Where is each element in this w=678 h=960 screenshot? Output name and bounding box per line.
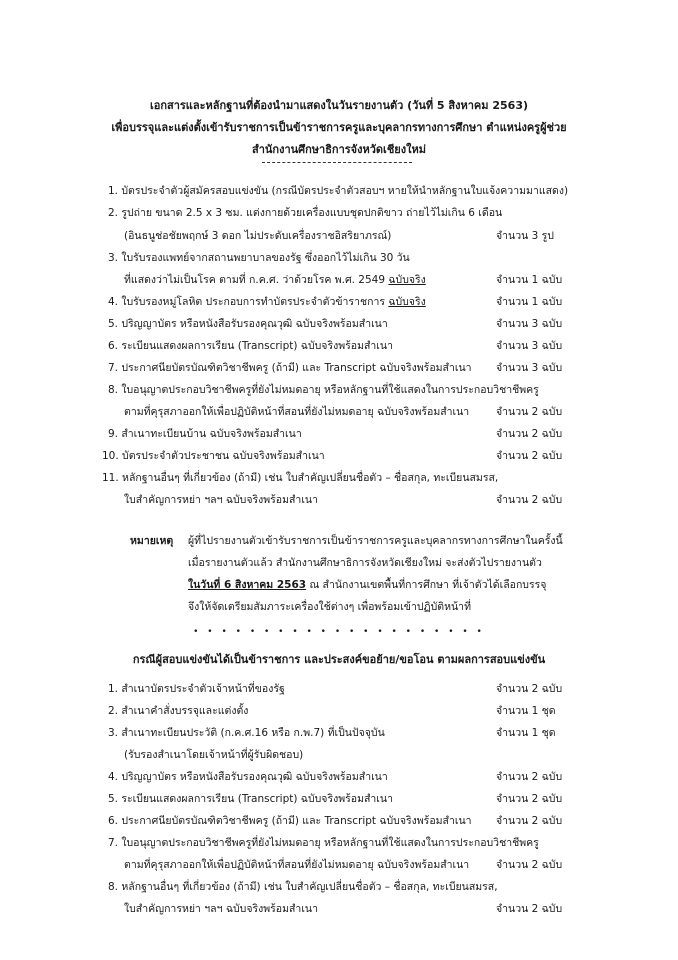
s2-item-2-qty: จำนวน 1 ชุด (496, 705, 556, 717)
s2-item-3: 3. สำเนาทะเบียนประวัติ (ก.ค.ศ.16 หรือ ก.พ.7) ที่เป็นปัจจุบัน (108, 727, 385, 739)
s1-item-4: 4. ใบรับรองหมู่โลหิต ประกอบการทำบัตรประจำตัวข้าราชการ ฉบับจริง (108, 296, 426, 308)
note-label: หมายเหตุ (130, 535, 174, 547)
s1-item-6-qty: จำนวน 3 ฉบับ (496, 340, 563, 352)
s1-item-3: 3. ใบรับรองแพทย์จากสถานพยาบาลของรัฐ ซึ่งออกไว้ไม่เกิน 30 วัน (108, 252, 410, 264)
note-line-1: ผู้ที่ไปรายงานตัวเข้ารับราชการเป็นข้าราชการครูและบุคลากรทางการศึกษาในครั้งนี้ (188, 535, 563, 547)
s1-item-7-qty: จำนวน 3 ฉบับ (496, 362, 563, 374)
s1-item-11-cont: ใบสำคัญการหย่า ฯลฯ ฉบับจริงพร้อมสำเนา (124, 494, 318, 506)
title-line-3: สำนักงานศึกษาธิการจังหวัดเชียงใหม่ (252, 143, 426, 156)
s1-item-5: 5. ปริญญาบัตร หรือหนังสือรับรองคุณวุฒิ ฉบับจริงพร้อมสำเนา (108, 318, 388, 330)
s1-item-2: 2. รูปถ่าย ขนาด 2.5 x 3 ซม. แต่งกายด้วยเครื่องแบบชุดปกติขาว ถ่ายไว้ไม่เกิน 6 เดือน (108, 207, 503, 219)
s2-item-7-qty: จำนวน 2 ฉบับ (496, 859, 563, 871)
title-divider (262, 162, 412, 163)
s2-item-4: 4. ปริญญาบัตร หรือหนังสือรับรองคุณวุฒิ ฉบับจริงพร้อมสำเนา (108, 771, 388, 783)
s2-item-8-qty: จำนวน 2 ฉบับ (496, 903, 563, 915)
s2-item-1-qty: จำนวน 2 ฉบับ (496, 683, 563, 695)
s2-item-7-cont: ตามที่คุรุสภาออกให้เพื่อปฏิบัติหน้าที่สอนที่ยังไม่หมดอายุ ฉบับจริงพร้อมสำเนา (124, 859, 470, 871)
s2-item-2: 2. สำเนาคำสั่งบรรจุและแต่งตั้ง (108, 705, 249, 717)
s1-item-6: 6. ระเบียนแสดงผลการเรียน (Transcript) ฉบับจริงพร้อมสำเนา (108, 340, 393, 352)
s2-item-1: 1. สำเนาบัตรประจำตัวเจ้าหน้าที่ของรัฐ (108, 683, 285, 695)
s2-item-8-cont: ใบสำคัญการหย่า ฯลฯ ฉบับจริงพร้อมสำเนา (124, 903, 318, 915)
s1-item-4-qty: จำนวน 1 ฉบับ (496, 296, 563, 308)
s2-item-5-qty: จำนวน 2 ฉบับ (496, 793, 563, 805)
s1-item-9: 9. สำเนาทะเบียนบ้าน ฉบับจริงพร้อมสำเนา (108, 428, 302, 440)
s1-item-8-cont: ตามที่คุรุสภาออกให้เพื่อปฏิบัติหน้าที่สอนที่ยังไม่หมดอายุ ฉบับจริงพร้อมสำเนา (124, 406, 470, 418)
s2-item-3-qty: จำนวน 1 ชุด (496, 727, 556, 739)
s1-item-1: 1. บัตรประจำตัวผู้สมัครสอบแข่งขัน (กรณีบัตรประจำตัวสอบฯ หายให้นำหลักฐานใบแจ้งความมาแสดง) (108, 185, 569, 197)
s1-item-3-cont: ที่แสดงว่าไม่เป็นโรค ตามที่ ก.ค.ศ. ว่าด้วยโรค พ.ศ. 2549 ฉบับจริง (124, 274, 426, 286)
note-line-3: ในวันที่ 6 สิงหาคม 2563 ณ สำนักงานเขตพื้นที่การศึกษา ที่เจ้าตัวได้เลือกบรรจุ (188, 579, 547, 591)
s2-item-8: 8. หลักฐานอื่นๆ ที่เกี่ยวข้อง (ถ้ามี) เช่น ใบสำคัญเปลี่ยนชื่อตัว – ชื่อสกุล, ทะเบียนสมรส, (108, 881, 498, 893)
s1-item-9-qty: จำนวน 2 ฉบับ (496, 428, 563, 440)
s1-item-5-qty: จำนวน 3 ฉบับ (496, 318, 563, 330)
s1-item-10-qty: จำนวน 2 ฉบับ (496, 450, 563, 462)
s1-item-2-cont: (อินธนูช่อชัยพฤกษ์ 3 ดอก ไม่ประดับเครื่องราชอิสริยาภรณ์) (124, 230, 392, 242)
title-line-1: เอกสารและหลักฐานที่ต้องนำมาแสดงในวันรายงานตัว (วันที่ 5 สิงหาคม 2563) (149, 99, 528, 112)
s2-item-6: 6. ประกาศนียบัตรบัณฑิตวิชาชีพครู (ถ้ามี) และ Transcript ฉบับจริงพร้อมสำเนา (108, 815, 472, 827)
s1-item-3-qty: จำนวน 1 ฉบับ (496, 274, 563, 286)
s1-item-10: 10. บัตรประจำตัวประชาชน ฉบับจริงพร้อมสำเนา (102, 450, 325, 462)
s1-item-11-qty: จำนวน 2 ฉบับ (496, 494, 563, 506)
s1-item-8: 8. ใบอนุญาตประกอบวิชาชีพครูที่ยังไม่หมดอายุ หรือหลักฐานที่ใช้แสดงในการประกอบวิชาชีพครู (108, 384, 539, 396)
s1-item-11: 11. หลักฐานอื่นๆ ที่เกี่ยวข้อง (ถ้ามี) เช่น ใบสำคัญเปลี่ยนชื่อตัว – ชื่อสกุล, ทะเบียนสมรส, (102, 472, 499, 484)
s2-item-6-qty: จำนวน 2 ฉบับ (496, 815, 563, 827)
s1-item-7: 7. ประกาศนียบัตรบัณฑิตวิชาชีพครู (ถ้ามี) และ Transcript ฉบับจริงพร้อมสำเนา (108, 362, 472, 374)
section2-heading: กรณีผู้สอบแข่งขันได้เป็นข้าราชการ และประสงค์ขอย้าย/ขอโอน ตามผลการสอบแข่งขัน (132, 653, 546, 666)
s1-item-8-qty: จำนวน 2 ฉบับ (496, 406, 563, 418)
s2-item-7: 7. ใบอนุญาตประกอบวิชาชีพครูที่ยังไม่หมดอายุ หรือหลักฐานที่ใช้แสดงในการประกอบวิชาชีพครู (108, 837, 539, 849)
title-line-2: เพื่อบรรจุและแต่งตั้งเข้ารับราชการเป็นข้าราชการครูและบุคลากรทางการศึกษา ตำแหน่งครูผู้ช่วย (111, 121, 567, 134)
s1-item-2-qty: จำนวน 3 รูป (496, 230, 554, 242)
note-line-2: เมื่อรายงานตัวแล้ว สำนักงานศึกษาธิการจังหวัดเชียงใหม่ จะส่งตัวไปรายงานตัว (188, 557, 542, 569)
s2-item-3-cont: (รับรองสำเนาโดยเจ้าหน้าที่ผู้รับผิดชอบ) (124, 749, 304, 761)
dot-divider: • • • • • • • • • • • • • • • • • • • • • (193, 627, 485, 637)
s2-item-5: 5. ระเบียนแสดงผลการเรียน (Transcript) ฉบับจริงพร้อมสำเนา (108, 793, 393, 805)
note-line-4: จึงให้จัดเตรียมสัมภาระเครื่องใช้ต่างๆ เพื่อพร้อมเข้าปฏิบัติหน้าที่ (188, 601, 471, 613)
s2-item-4-qty: จำนวน 2 ฉบับ (496, 771, 563, 783)
